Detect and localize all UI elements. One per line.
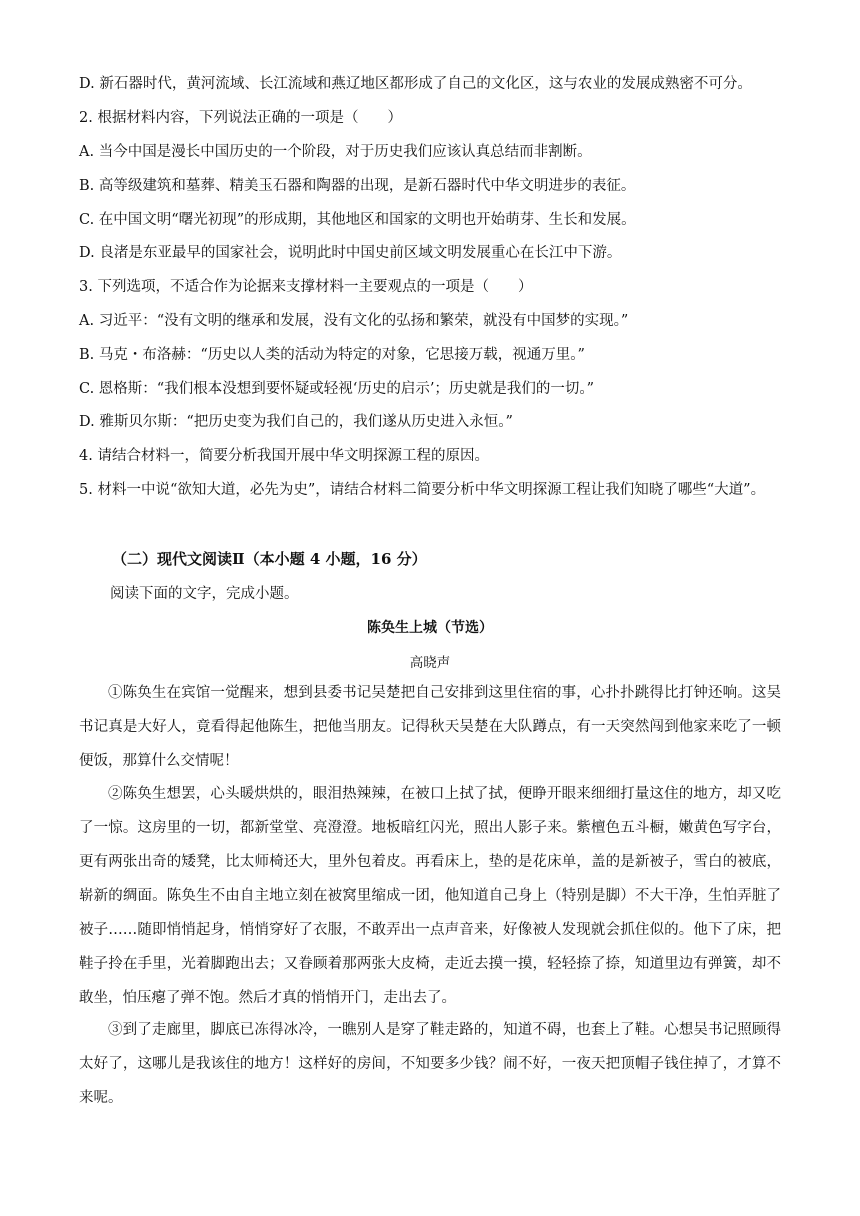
story-paragraph-1: ①陈奂生在宾馆一觉醒来，想到县委书记吴楚把自己安排到这里住宿的事，心扑扑跳得比打钟还响。这吴书记真是大好人，竟看得起他陈生，把他当朋友。记得秋天吴楚在大队蹲点，有一天突然闯到他家来吃了一顿便饭，那算什么交情呢！ xyxy=(79,685,781,769)
q3-option-c: C. 恩格斯：“我们根本没想到要怀疑或轻视‘历史的启示’；历史就是我们的一切。” xyxy=(79,381,595,397)
q3-option-b: B. 马克・布洛赫：“历史以人类的活动为特定的对象，它思接万载，视通万里。” xyxy=(79,347,585,363)
story-paragraph-3: ③到了走廊里，脚底已冻得冰冷，一瞧别人是穿了鞋走路的，知道不碍，也套上了鞋。心想吴书记照顾得太好了，这哪儿是我该住的地方！这样好的房间，不知要多少钱？闹不好，一夜天把顶帽子钱住掉了，才算不来呢。 xyxy=(79,1022,781,1106)
section-instruction: 阅读下面的文字，完成小题。 xyxy=(110,586,299,602)
story-paragraph-2: ②陈奂生想罢，心头暖烘烘的，眼泪热辣辣，在被口上拭了拭，便睁开眼来细细打量这住的地方，却又吃了一惊。这房里的一切，都新堂堂、亮澄澄。地板暗红闪光，照出人影子来。紫檀色五斗橱，嫩黄色写字台，更有两张出奇的矮凳，比太师椅还大，里外包着皮。再看床上，垫的是花床单，盖的是新被子，雪白的被底，崭新的绸面。陈奂生不由自主地立刻在被窝里缩成一团，他知道自己身上（特别是脚）不大干净，生怕弄脏了被子……随即悄悄起身，悄悄穿好了衣服，不敢弄出一点声音来，好像被人发现就会抓住似的。他下了床，把鞋子拎在手里，光着脚跑出去；又眷顾着那两张大皮椅，走近去摸一摸，轻轻捺了捺，知道里边有弹簧，却不敢坐，怕压瘪了弹不饱。然后才真的悄悄开门，走出去了。 xyxy=(79,786,781,1006)
story-title: 陈奂生上城（节选） xyxy=(367,620,493,636)
section-heading: （二）现代文阅读Ⅱ（本小题 4 小题，16 分） xyxy=(112,550,427,568)
q1-option-d: D. 新石器时代，黄河流域、长江流域和燕辽地区都形成了自己的文化区，这与农业的发展成熟密不可分。 xyxy=(79,76,752,92)
story-author: 高晓声 xyxy=(409,655,451,671)
q5-prompt: 5. 材料一中说“欲知大道，必先为史”，请结合材料二简要分析中华文明探源工程让我们知晓了哪些“大道”。 xyxy=(79,482,766,498)
q2-stem: 2. 根据材料内容，下列说法正确的一项是（ ） xyxy=(79,110,402,126)
q3-option-a: A. 习近平：“没有文明的继承和发展，没有文化的弘扬和繁荣，就没有中国梦的实现。” xyxy=(79,313,629,329)
q2-option-a: A. 当今中国是漫长中国历史的一个阶段，对于历史我们应该认真总结而非割断。 xyxy=(79,144,592,160)
q4-prompt: 4. 请结合材料一，简要分析我国开展中华文明探源工程的原因。 xyxy=(79,448,489,464)
q3-option-d: D. 雅斯贝尔斯：“把历史变为我们自己的，我们遂从历史进入永恒。” xyxy=(79,414,513,430)
q2-option-c: C. 在中国文明“曙光初现”的形成期，其他地区和国家的文明也开始萌芽、生长和发展。 xyxy=(79,212,636,228)
q3-stem: 3. 下列选项，不适合作为论据来支撑材料一主要观点的一项是（ ） xyxy=(79,279,533,295)
q2-option-d: D. 良渚是东亚最早的国家社会，说明此时中国史前区域文明发展重心在长江中下游。 xyxy=(79,245,622,261)
q2-option-b: B. 高等级建筑和墓葬、精美玉石器和陶器的出现，是新石器时代中华文明进步的表征。 xyxy=(79,178,636,194)
